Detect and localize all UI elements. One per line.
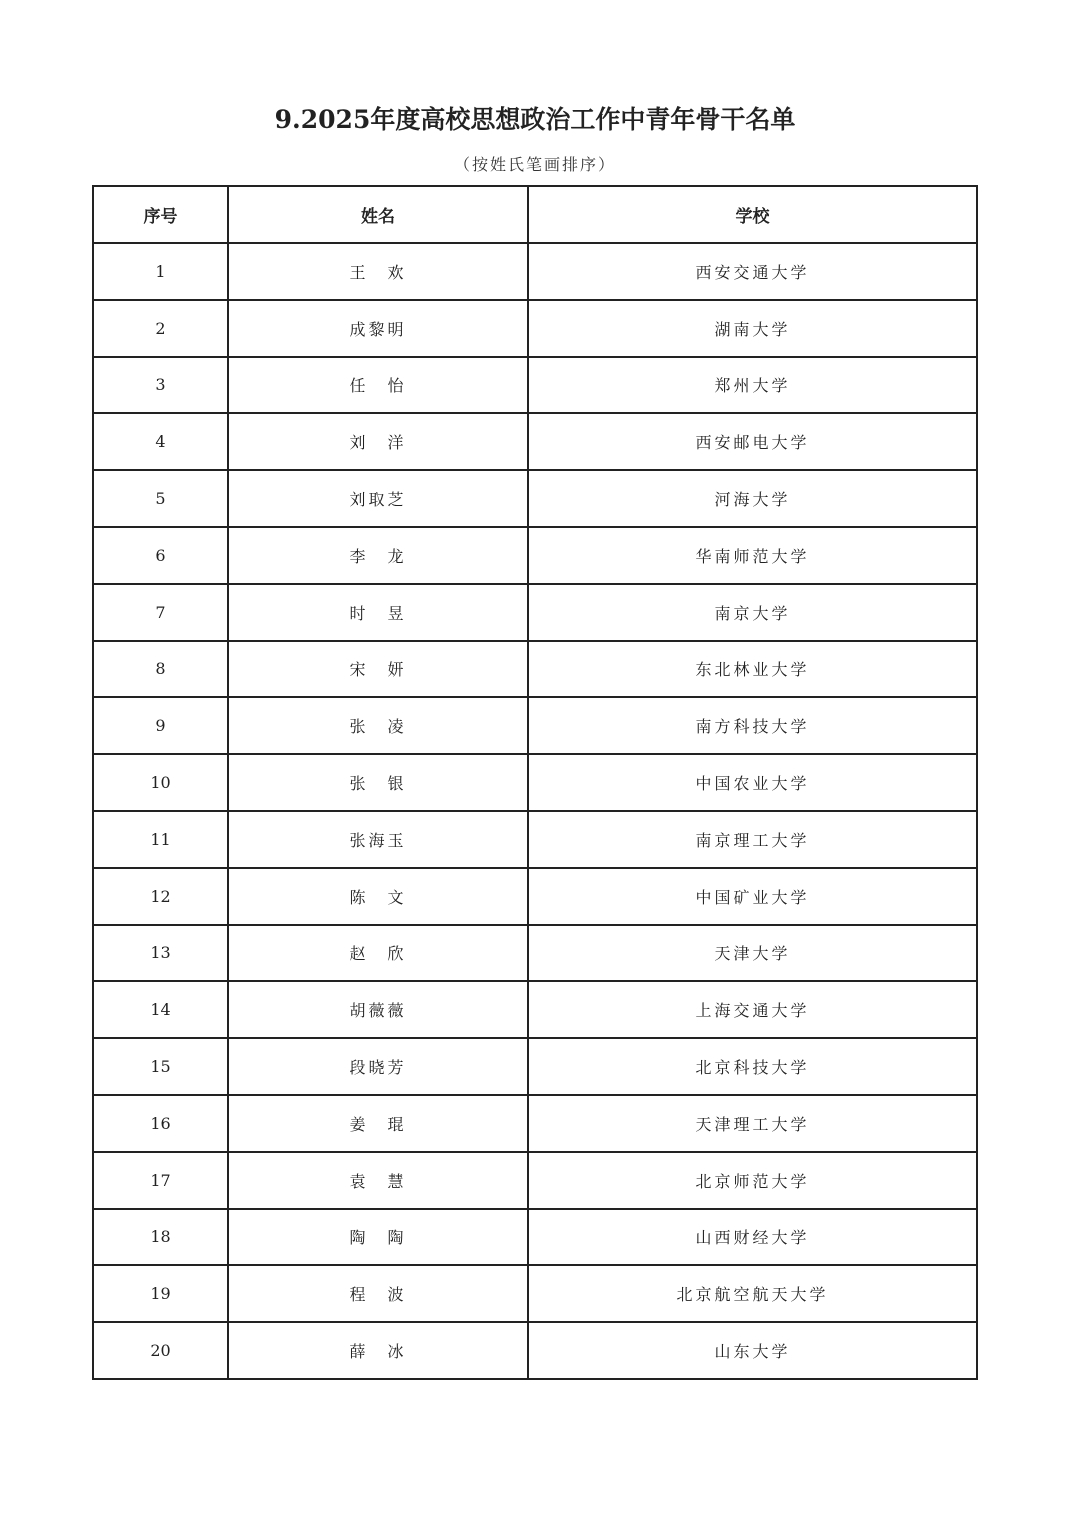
row-school: 天津大学	[528, 925, 977, 982]
row-name: 薛 冰	[228, 1322, 528, 1379]
row-name: 李 龙	[228, 527, 528, 584]
table-row	[93, 584, 977, 641]
row-name: 张 凌	[228, 697, 528, 754]
table-row	[93, 243, 977, 300]
row-school: 东北林业大学	[528, 641, 977, 698]
row-school: 郑州大学	[528, 357, 977, 414]
table-row	[93, 754, 977, 811]
table-row	[93, 1265, 977, 1322]
row-name: 赵 欣	[228, 925, 528, 982]
row-name: 刘取芝	[228, 470, 528, 527]
row-school: 南京理工大学	[528, 811, 977, 868]
row-name: 胡薇薇	[228, 981, 528, 1038]
row-name: 宋 妍	[228, 641, 528, 698]
table-header-row	[93, 186, 977, 243]
table-row	[93, 925, 977, 982]
row-number: 15	[93, 1038, 228, 1095]
row-number: 20	[93, 1322, 228, 1379]
row-school: 北京师范大学	[528, 1152, 977, 1209]
row-name: 张海玉	[228, 811, 528, 868]
row-number: 9	[93, 697, 228, 754]
row-number: 12	[93, 868, 228, 925]
row-number: 5	[93, 470, 228, 527]
table-row	[93, 1322, 977, 1379]
row-school: 山西财经大学	[528, 1209, 977, 1266]
row-school: 南方科技大学	[528, 697, 977, 754]
row-name: 陶 陶	[228, 1209, 528, 1266]
row-name: 时 昱	[228, 584, 528, 641]
row-number: 17	[93, 1152, 228, 1209]
document-subtitle: （按姓氏笔画排序）	[453, 155, 616, 174]
row-number: 4	[93, 413, 228, 470]
row-name: 任 怡	[228, 357, 528, 414]
row-number: 13	[93, 925, 228, 982]
row-number: 3	[93, 357, 228, 414]
row-school: 西安交通大学	[528, 243, 977, 300]
row-number: 6	[93, 527, 228, 584]
row-school: 中国农业大学	[528, 754, 977, 811]
row-number: 1	[93, 243, 228, 300]
row-name: 袁 慧	[228, 1152, 528, 1209]
header-name: 姓名	[228, 186, 528, 243]
row-number: 7	[93, 584, 228, 641]
row-school: 中国矿业大学	[528, 868, 977, 925]
table-row	[93, 868, 977, 925]
roster-table	[92, 185, 978, 1380]
row-school: 山东大学	[528, 1322, 977, 1379]
row-number: 14	[93, 981, 228, 1038]
row-name: 王 欢	[228, 243, 528, 300]
row-name: 陈 文	[228, 868, 528, 925]
table-row	[93, 641, 977, 698]
header-school: 学校	[528, 186, 977, 243]
table-row	[93, 811, 977, 868]
row-school: 北京航空航天大学	[528, 1265, 977, 1322]
table-row	[93, 1095, 977, 1152]
table-row	[93, 413, 977, 470]
row-school: 上海交通大学	[528, 981, 977, 1038]
table-row	[93, 357, 977, 414]
table-row	[93, 1209, 977, 1266]
row-number: 8	[93, 641, 228, 698]
row-school: 西安邮电大学	[528, 413, 977, 470]
row-number: 2	[93, 300, 228, 357]
row-number: 10	[93, 754, 228, 811]
table-row	[93, 1038, 977, 1095]
row-name: 成黎明	[228, 300, 528, 357]
row-name: 程 波	[228, 1265, 528, 1322]
row-school: 南京大学	[528, 584, 977, 641]
row-name: 张 银	[228, 754, 528, 811]
header-number: 序号	[93, 186, 228, 243]
row-number: 19	[93, 1265, 228, 1322]
table-row	[93, 300, 977, 357]
table-row	[93, 697, 977, 754]
row-school: 河海大学	[528, 470, 977, 527]
table-row	[93, 1152, 977, 1209]
row-name: 段晓芳	[228, 1038, 528, 1095]
row-school: 北京科技大学	[528, 1038, 977, 1095]
table-row	[93, 527, 977, 584]
table-row	[93, 470, 977, 527]
row-number: 11	[93, 811, 228, 868]
row-school: 天津理工大学	[528, 1095, 977, 1152]
row-number: 16	[93, 1095, 228, 1152]
row-name: 刘 洋	[228, 413, 528, 470]
row-name: 姜 琨	[228, 1095, 528, 1152]
table-row	[93, 981, 977, 1038]
row-number: 18	[93, 1209, 228, 1266]
row-school: 湖南大学	[528, 300, 977, 357]
document-title: 9.2025年度高校思想政治工作中青年骨干名单	[274, 105, 796, 134]
row-school: 华南师范大学	[528, 527, 977, 584]
